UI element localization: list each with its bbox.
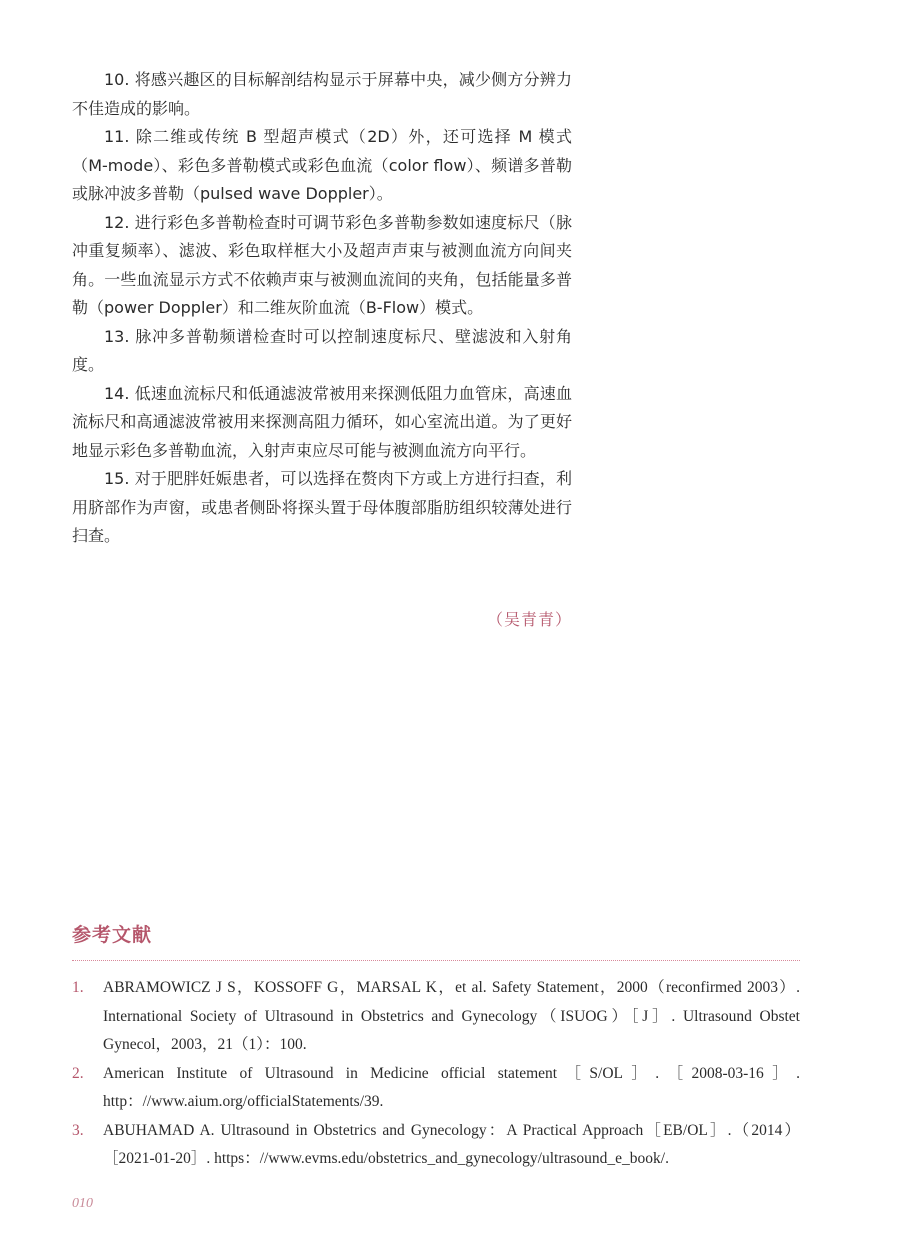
references-heading: 参考文献 [72,924,153,946]
reference-number: 2. [72,1064,84,1082]
page-number: 010 [72,1196,93,1211]
reference-text: American Institute of Ultrasound in Medicine official statement［S/OL］.［2008-03-16］. http：//www.aium.org/officialStatements/39. [103,1064,800,1110]
paragraph-12: 12. 进行彩色多普勒检查时可调节彩色多普勒参数如速度标尺（脉冲重复频率）、滤波、彩色取样框大小及超声声束与被测血流方向间夹角。一些血流显示方式不依赖声束与被测血流间的夹角，包括能量多普勒（power Doppler）和二维灰阶血流（B-Flow）模式。 [72,212,572,317]
reference-number: 1. [72,979,84,996]
author-signature: （吴青青） [486,610,572,629]
paragraph-14: 14. 低速血流标尺和低通滤波常被用来探测低阻力血管床，高速血流标尺和高通滤波常被用来探测高阻力循环，如心室流出道。为了更好地显示彩色多普勒血流，入射声束应尽可能与被测血流方向平行。 [72,383,572,460]
reference-list [72,974,800,1174]
paragraph-10: 10. 将感兴趣区的目标解剖结构显示于屏幕中央，减少侧方分辨力不佳造成的影响。 [72,70,572,118]
body-text [72,66,572,551]
reference-item-2 [72,1060,800,1117]
reference-number: 3. [72,1121,84,1139]
paragraph-15: 15. 对于肥胖妊娠患者，可以选择在赘肉下方或上方进行扫查，利用脐部作为声窗，或患者侧卧将探头置于母体腹部脂肪组织较薄处进行扫查。 [72,469,572,545]
reference-item-1 [72,974,800,1060]
reference-text: ABRAMOWICZ J S，KOSSOFF G，MARSAL K，et al. Safety Statement，2000（reconfirmed 2003）. International Society of Ultrasound in Obstetrics and Gynecology（ISUOG）［J］. Ultrasound Obstet Gynecol，2003，21（1）：100. [103,979,800,1053]
reference-item-3 [72,1117,800,1174]
references-divider [72,960,800,961]
paragraph-11: 11. 除二维或传统 B 型超声模式（2D）外，还可选择 M 模式（M-mode）、彩色多普勒模式或彩色血流（color flow）、频谱多普勒或脉冲波多普勒（pulsed wave Doppler）。 [72,127,572,203]
paragraph-13: 13. 脉冲多普勒频谱检查时可以控制速度标尺、壁滤波和入射角度。 [72,326,572,374]
reference-text: ABUHAMAD A. Ultrasound in Obstetrics and Gynecology：A Practical Approach［EB/OL］.（2014）［2021-01-20］. https：//www.evms.edu/obstetrics_and_gynecology/ultrasound_e_book/. [103,1121,800,1167]
